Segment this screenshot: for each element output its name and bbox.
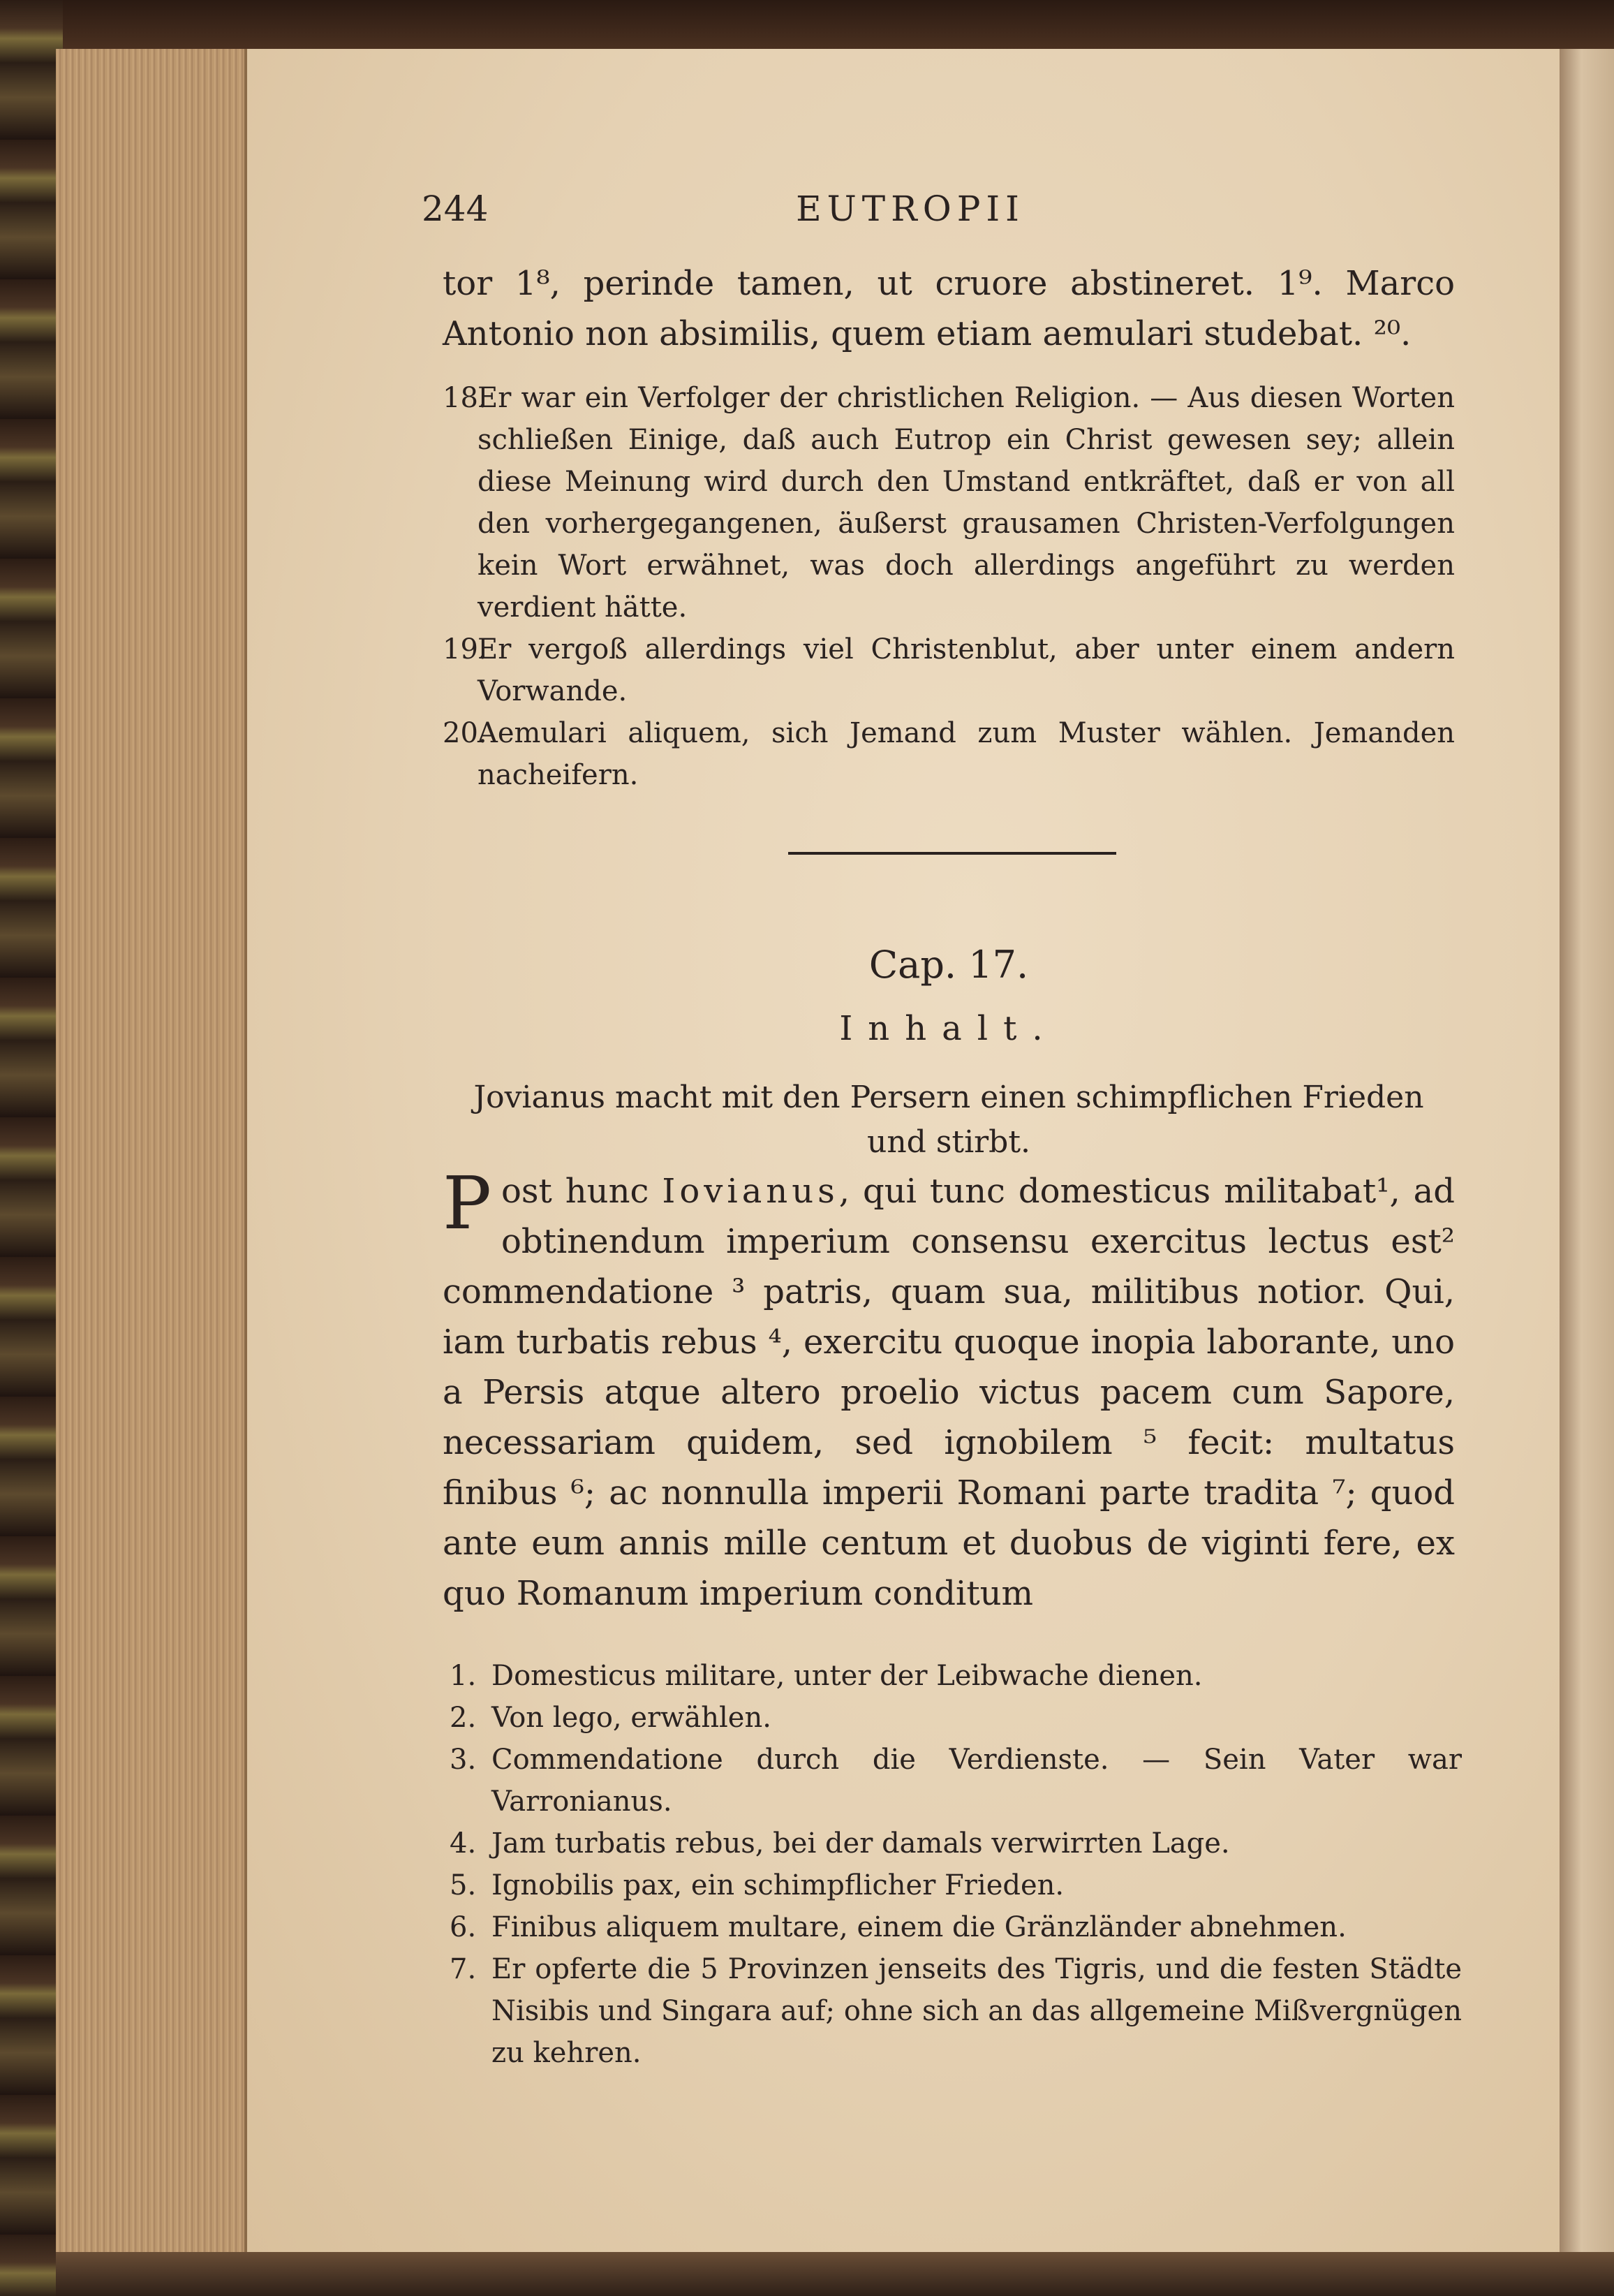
book-top-edge	[49, 0, 1614, 49]
footnote-text: Aemulari aliquem, sich Jemand zum Muster wählen. Jemanden nacheifern.	[477, 717, 1455, 791]
footnote-text: Er war ein Verfolger der christlichen Religion. — Aus diesen Worten schließen Einige, daß auch Eutrop ein Christ gewesen sey; allein diese Meinung wird durch den Umstand entkräftet, daß er von all den vorhergegangenen, äußerst grausamen Christen-Verfolgungen kein Wort erwähnet, was doch allerdings angeführt zu werden verdient hätte.	[477, 382, 1455, 624]
footnote	[450, 1739, 1462, 1823]
footnote-number: 2.	[450, 1702, 477, 1734]
footnote	[450, 1655, 1462, 1697]
footnote-number: 7.	[450, 1953, 477, 1985]
page-header	[422, 189, 1399, 251]
page-number: 244	[422, 189, 489, 229]
footnote	[443, 712, 1455, 796]
book-bottom-edge	[56, 2252, 1614, 2296]
footnote-text: Er opferte die 5 Provinzen jenseits des Tigris, und die festen Städte Nisibis und Singara auf; ohne sich an das allgemeine Mißvergnügen zu kehren.	[491, 1953, 1462, 2069]
footnote-number: 1.	[450, 1660, 477, 1692]
footnote-number: 18.	[443, 382, 487, 414]
page-block-edge	[56, 49, 247, 2255]
section-divider	[788, 852, 1116, 855]
book-page	[247, 49, 1560, 2255]
emperor-name: Iovianus	[662, 1172, 839, 1211]
footnote-text: Domesticus militare, unter der Leibwache dienen.	[491, 1660, 1203, 1692]
footnote	[450, 1906, 1462, 1948]
footnote	[443, 628, 1455, 712]
footnote	[450, 1697, 1462, 1739]
footnote-number: 5.	[450, 1869, 477, 1901]
main-body: , qui tunc domesticus militabat¹, ad obtinendum imperium consensu exercitus lectus est² commendatione ³ patris, quam sua, militibus notior. Qui, iam turbatis rebus ⁴, exercitu quoque inopia laborante, uno a Persis atque altero proelio victus pacem cum Sapore, necessariam quidem, sed ignobilem ⁵ fecit: multatus finibus ⁶; ac nonnulla imperii Romani parte tradita ⁷; quod ante eum annis mille centum et duobus de viginti fere, ex quo Romanum imperium conditum	[443, 1172, 1456, 1613]
footnote	[450, 1948, 1462, 2074]
footnote-text: Finibus aliquem multare, einem die Gränzländer abnehmen.	[491, 1911, 1347, 1943]
footnote	[450, 1823, 1462, 1864]
footnote-text: Jam turbatis rebus, bei der damals verwirrten Lage.	[491, 1827, 1230, 1860]
footnote-number: 4.	[450, 1827, 477, 1860]
facing-page-gutter	[1560, 49, 1614, 2255]
footnote-text: Commendatione durch die Verdienste. — Sein Vater war Varronianus.	[491, 1744, 1462, 1818]
inhalt-label: Inhalt.	[839, 1009, 1058, 1048]
footnote-text: Er vergoß allerdings viel Christenblut, aber unter einem andern Vorwande.	[477, 633, 1455, 707]
main-lead: ost hunc	[501, 1172, 649, 1211]
chapter-title: Cap. 17.	[868, 943, 1029, 987]
footnote-number: 3.	[450, 1744, 477, 1776]
chapter-summary: Jovianus macht mit den Persern einen schimpflichen Frieden und stirbt.	[473, 1080, 1424, 1160]
running-head: EUTROPII	[796, 189, 1025, 229]
drop-cap: P	[443, 1161, 491, 1246]
footnote-number: 6.	[450, 1911, 477, 1943]
footnote	[450, 1864, 1462, 1906]
main-paragraph	[443, 1161, 1456, 1619]
footnote-number: 20.	[443, 717, 487, 749]
footnotes-bottom	[450, 1655, 1462, 2074]
footnote-number: 19.	[443, 633, 487, 665]
top-paragraph: tor 1⁸, perinde tamen, ut cruore abstineret. 1⁹. Marco Antonio non absimilis, quem etiam aemulari studebat. ²⁰.	[443, 264, 1455, 353]
footnote-text: Von lego, erwählen.	[491, 1702, 771, 1734]
footnotes-top	[443, 377, 1455, 796]
footnote-text: Ignobilis pax, ein schimpflicher Frieden.	[491, 1869, 1065, 1901]
footnote	[443, 377, 1455, 628]
book-binding	[0, 0, 63, 2296]
